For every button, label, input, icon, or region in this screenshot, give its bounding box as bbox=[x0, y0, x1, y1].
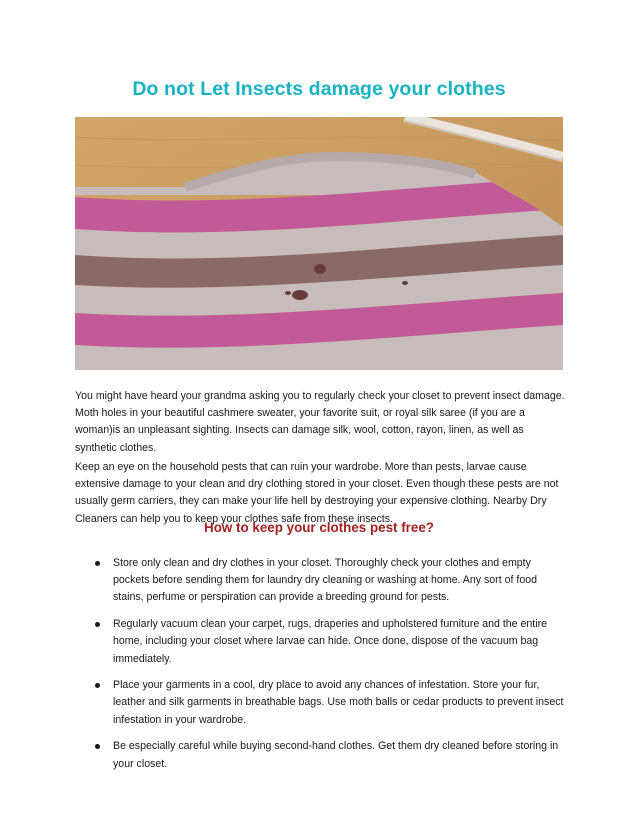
bullet-icon bbox=[95, 744, 100, 749]
list-item bbox=[95, 616, 567, 668]
intro-paragraph: You might have heard your grandma asking you to regularly check your closet to prevent insect damage. Moth holes in your beautiful cashmere sweater, your favorite suit, or royal silk saree (if you are a woman)is an unpleasant sighting. Insects can damage silk, wool, cotton, rayon, linen, as well as synthetic clothes. bbox=[75, 390, 565, 454]
list-item bbox=[95, 677, 567, 729]
list-item-text: Be especially careful while buying second-hand clothes. Get them dry cleaned before storing in your closet. bbox=[113, 740, 559, 770]
list-item-text: Regularly vacuum clean your carpet, rugs, draperies and upholstered furniture and the entire home, including your closet where larvae can hide. Once done, dispose of the vacuum bag immediately. bbox=[113, 618, 548, 665]
list-item bbox=[95, 738, 567, 772]
list-item-text: Store only clean and dry clothes in your closet. Thoroughly check your clothes and empty pockets before sending them for laundry dry cleaning or washing at home. Any sort of food stains, perfume or perspiration can provide a breeding ground for pests. bbox=[113, 557, 537, 604]
bullet-icon bbox=[95, 561, 100, 566]
tips-list bbox=[95, 555, 567, 782]
sweater-photo bbox=[75, 117, 563, 370]
pests-paragraph: Keep an eye on the household pests that can ruin your wardrobe. More than pests, larvae cause extensive damage to your clean and dry clothing stored in your closet. Even though these pests are not usually germ carriers, they can make your life hell by destroying your expensive clothing. Nearby Dry Cleaners can help you to keep your clothes safe from these insects. bbox=[75, 461, 559, 525]
bullet-icon bbox=[95, 683, 100, 688]
list-item bbox=[95, 555, 567, 607]
section-heading: How to keep your clothes pest free? bbox=[204, 520, 434, 535]
list-item-text: Place your garments in a cool, dry place to avoid any chances of infestation. Store your fur, leather and silk garments in breathable bags. Use moth balls or cedar products to prevent insect infestation in your wardrobe. bbox=[113, 679, 564, 726]
page-title: Do not Let Insects damage your clothes bbox=[132, 78, 506, 100]
bullet-icon bbox=[95, 622, 100, 627]
